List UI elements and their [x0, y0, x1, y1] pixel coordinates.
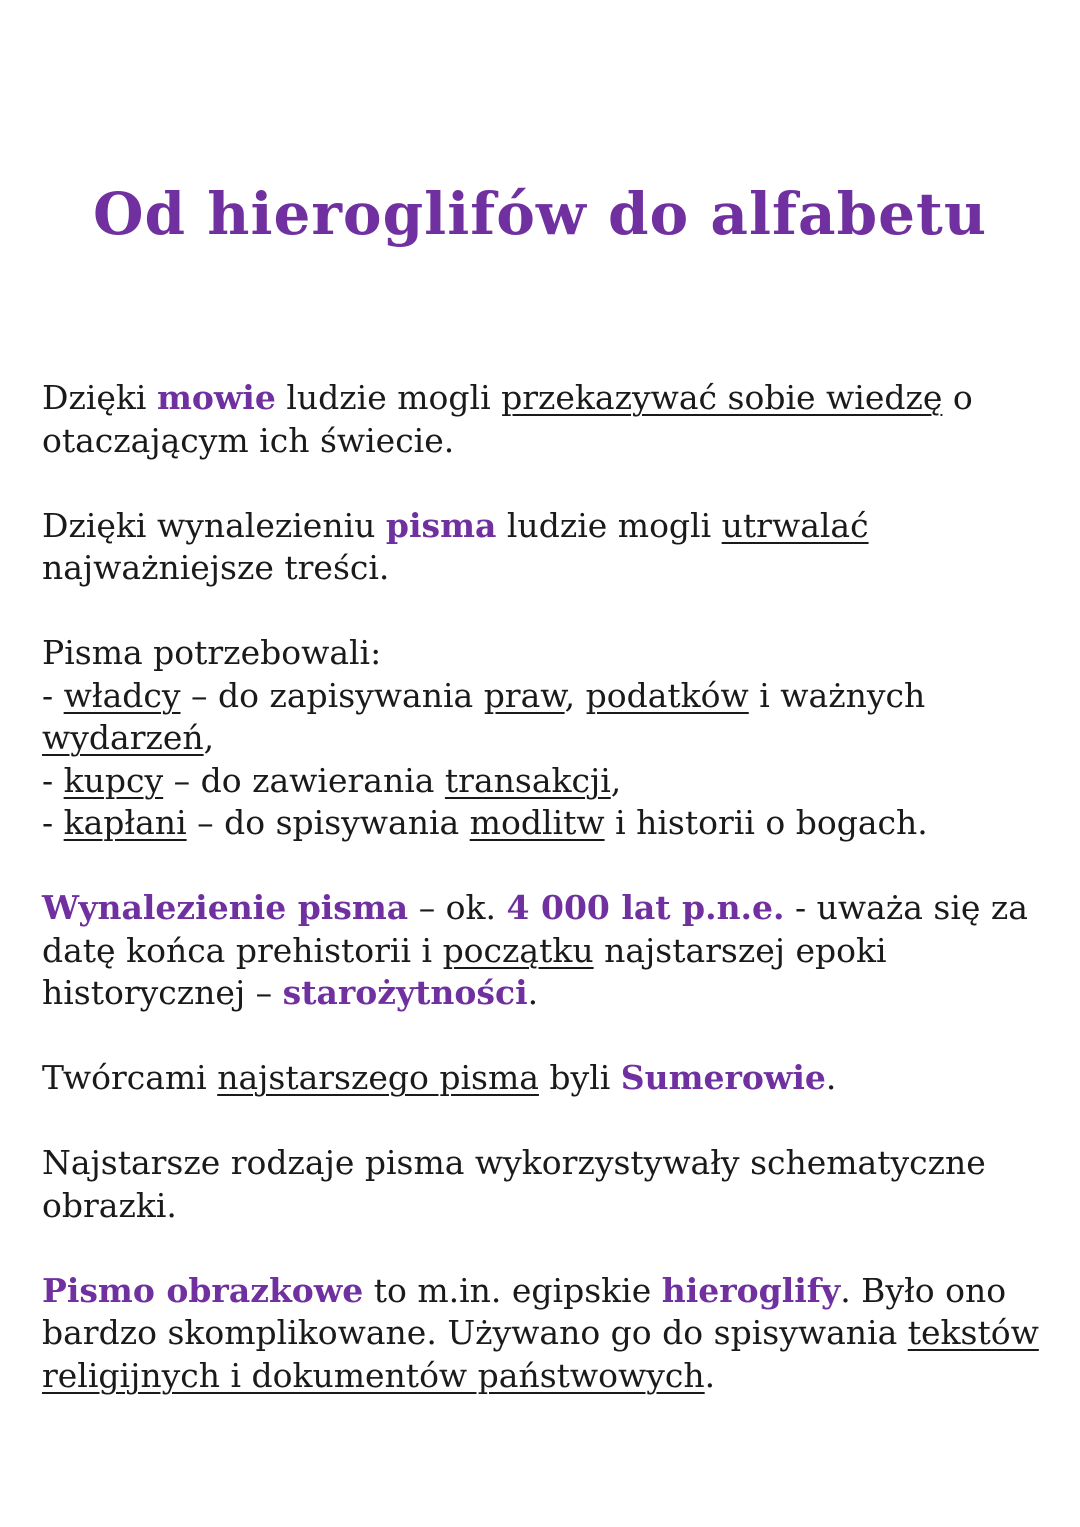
underlined-word: kapłani	[63, 803, 187, 842]
paragraph-pictographic-writing	[42, 1270, 1052, 1398]
underlined-word: podatków	[585, 675, 749, 715]
list-intro: Pisma potrzebowali:	[42, 633, 382, 672]
paragraph-who-needed-writing	[42, 632, 1052, 845]
text: .	[704, 1355, 716, 1395]
text: ludzie mogli	[275, 378, 502, 417]
dash: -	[42, 803, 64, 842]
text: .	[825, 1058, 837, 1097]
dash: -	[42, 760, 64, 800]
keyword-pisma: pisma	[385, 505, 497, 545]
underlined-phrase: tekstów religijnych i dokumentów państwowych	[42, 1313, 1039, 1395]
keyword-hieroglify: hieroglify	[661, 1270, 841, 1310]
underlined-word: wydarzeń	[42, 718, 204, 757]
text: - uważa się za datę końca prehistorii i	[42, 888, 1028, 970]
text: o otaczającym ich świecie.	[42, 378, 973, 460]
underlined-word: władcy	[63, 675, 181, 715]
underlined-word: praw	[483, 675, 565, 715]
text: Dzięki	[42, 378, 157, 417]
text: – do spisywania	[186, 803, 470, 842]
underlined-word: transakcji	[444, 760, 611, 800]
underlined-word: początku	[442, 930, 594, 970]
keyword-mowie: mowie	[156, 378, 276, 417]
text: byli	[538, 1058, 621, 1097]
underlined-phrase: najstarszego pisma	[217, 1058, 539, 1097]
text: – do zawierania	[163, 760, 445, 800]
text: ,	[203, 718, 215, 757]
keyword-pismo-obrazkowe: Pismo obrazkowe	[42, 1270, 364, 1310]
dash: -	[42, 675, 64, 715]
text: ,	[564, 675, 586, 715]
text: .	[527, 973, 539, 1012]
text: najważniejsze treści.	[42, 548, 390, 587]
text: najstarszej epoki historycznej –	[42, 930, 887, 1012]
keyword-starozytnosci: starożytności	[282, 973, 528, 1012]
keyword-sumerowie: Sumerowie	[620, 1058, 826, 1097]
paragraph-oldest-writing	[42, 1142, 1052, 1227]
text: Najstarsze rodzaje pisma wykorzystywały schematyczne obrazki.	[42, 1143, 986, 1225]
text: – do zapisywania	[180, 675, 484, 715]
keyword-wynalezienie-pisma: Wynalezienie pisma	[42, 888, 409, 927]
paragraph-speech	[42, 377, 1052, 462]
paragraph-invention-date	[42, 887, 1052, 1015]
paragraph-sumerians	[42, 1057, 1052, 1100]
text: . Było ono bardzo skomplikowane. Używano go do spisywania	[42, 1270, 1007, 1352]
text: ,	[610, 760, 622, 800]
paragraph-writing	[42, 505, 1052, 590]
text: i ważnych	[748, 675, 926, 715]
text: to m.in. egipskie	[363, 1270, 662, 1310]
page-title: Od hieroglifów do alfabetu	[93, 180, 987, 248]
keyword-date: 4 000 lat p.n.e.	[506, 888, 785, 927]
text: – ok.	[408, 888, 507, 927]
list-item-kupcy	[42, 761, 621, 800]
underlined-phrase: utrwalać	[721, 505, 869, 545]
text: i historii o bogach.	[604, 803, 928, 842]
text: ludzie mogli	[496, 505, 722, 545]
note-content	[42, 377, 1052, 1440]
underlined-word: kupcy	[63, 760, 164, 800]
text: Twórcami	[42, 1058, 218, 1097]
underlined-phrase: przekazywać sobie wiedzę	[501, 378, 943, 417]
list-item-kaplani	[42, 803, 928, 842]
text: Dzięki wynalezieniu	[42, 505, 386, 545]
list-item-wladcy	[42, 676, 925, 758]
underlined-word: modlitw	[469, 803, 605, 842]
